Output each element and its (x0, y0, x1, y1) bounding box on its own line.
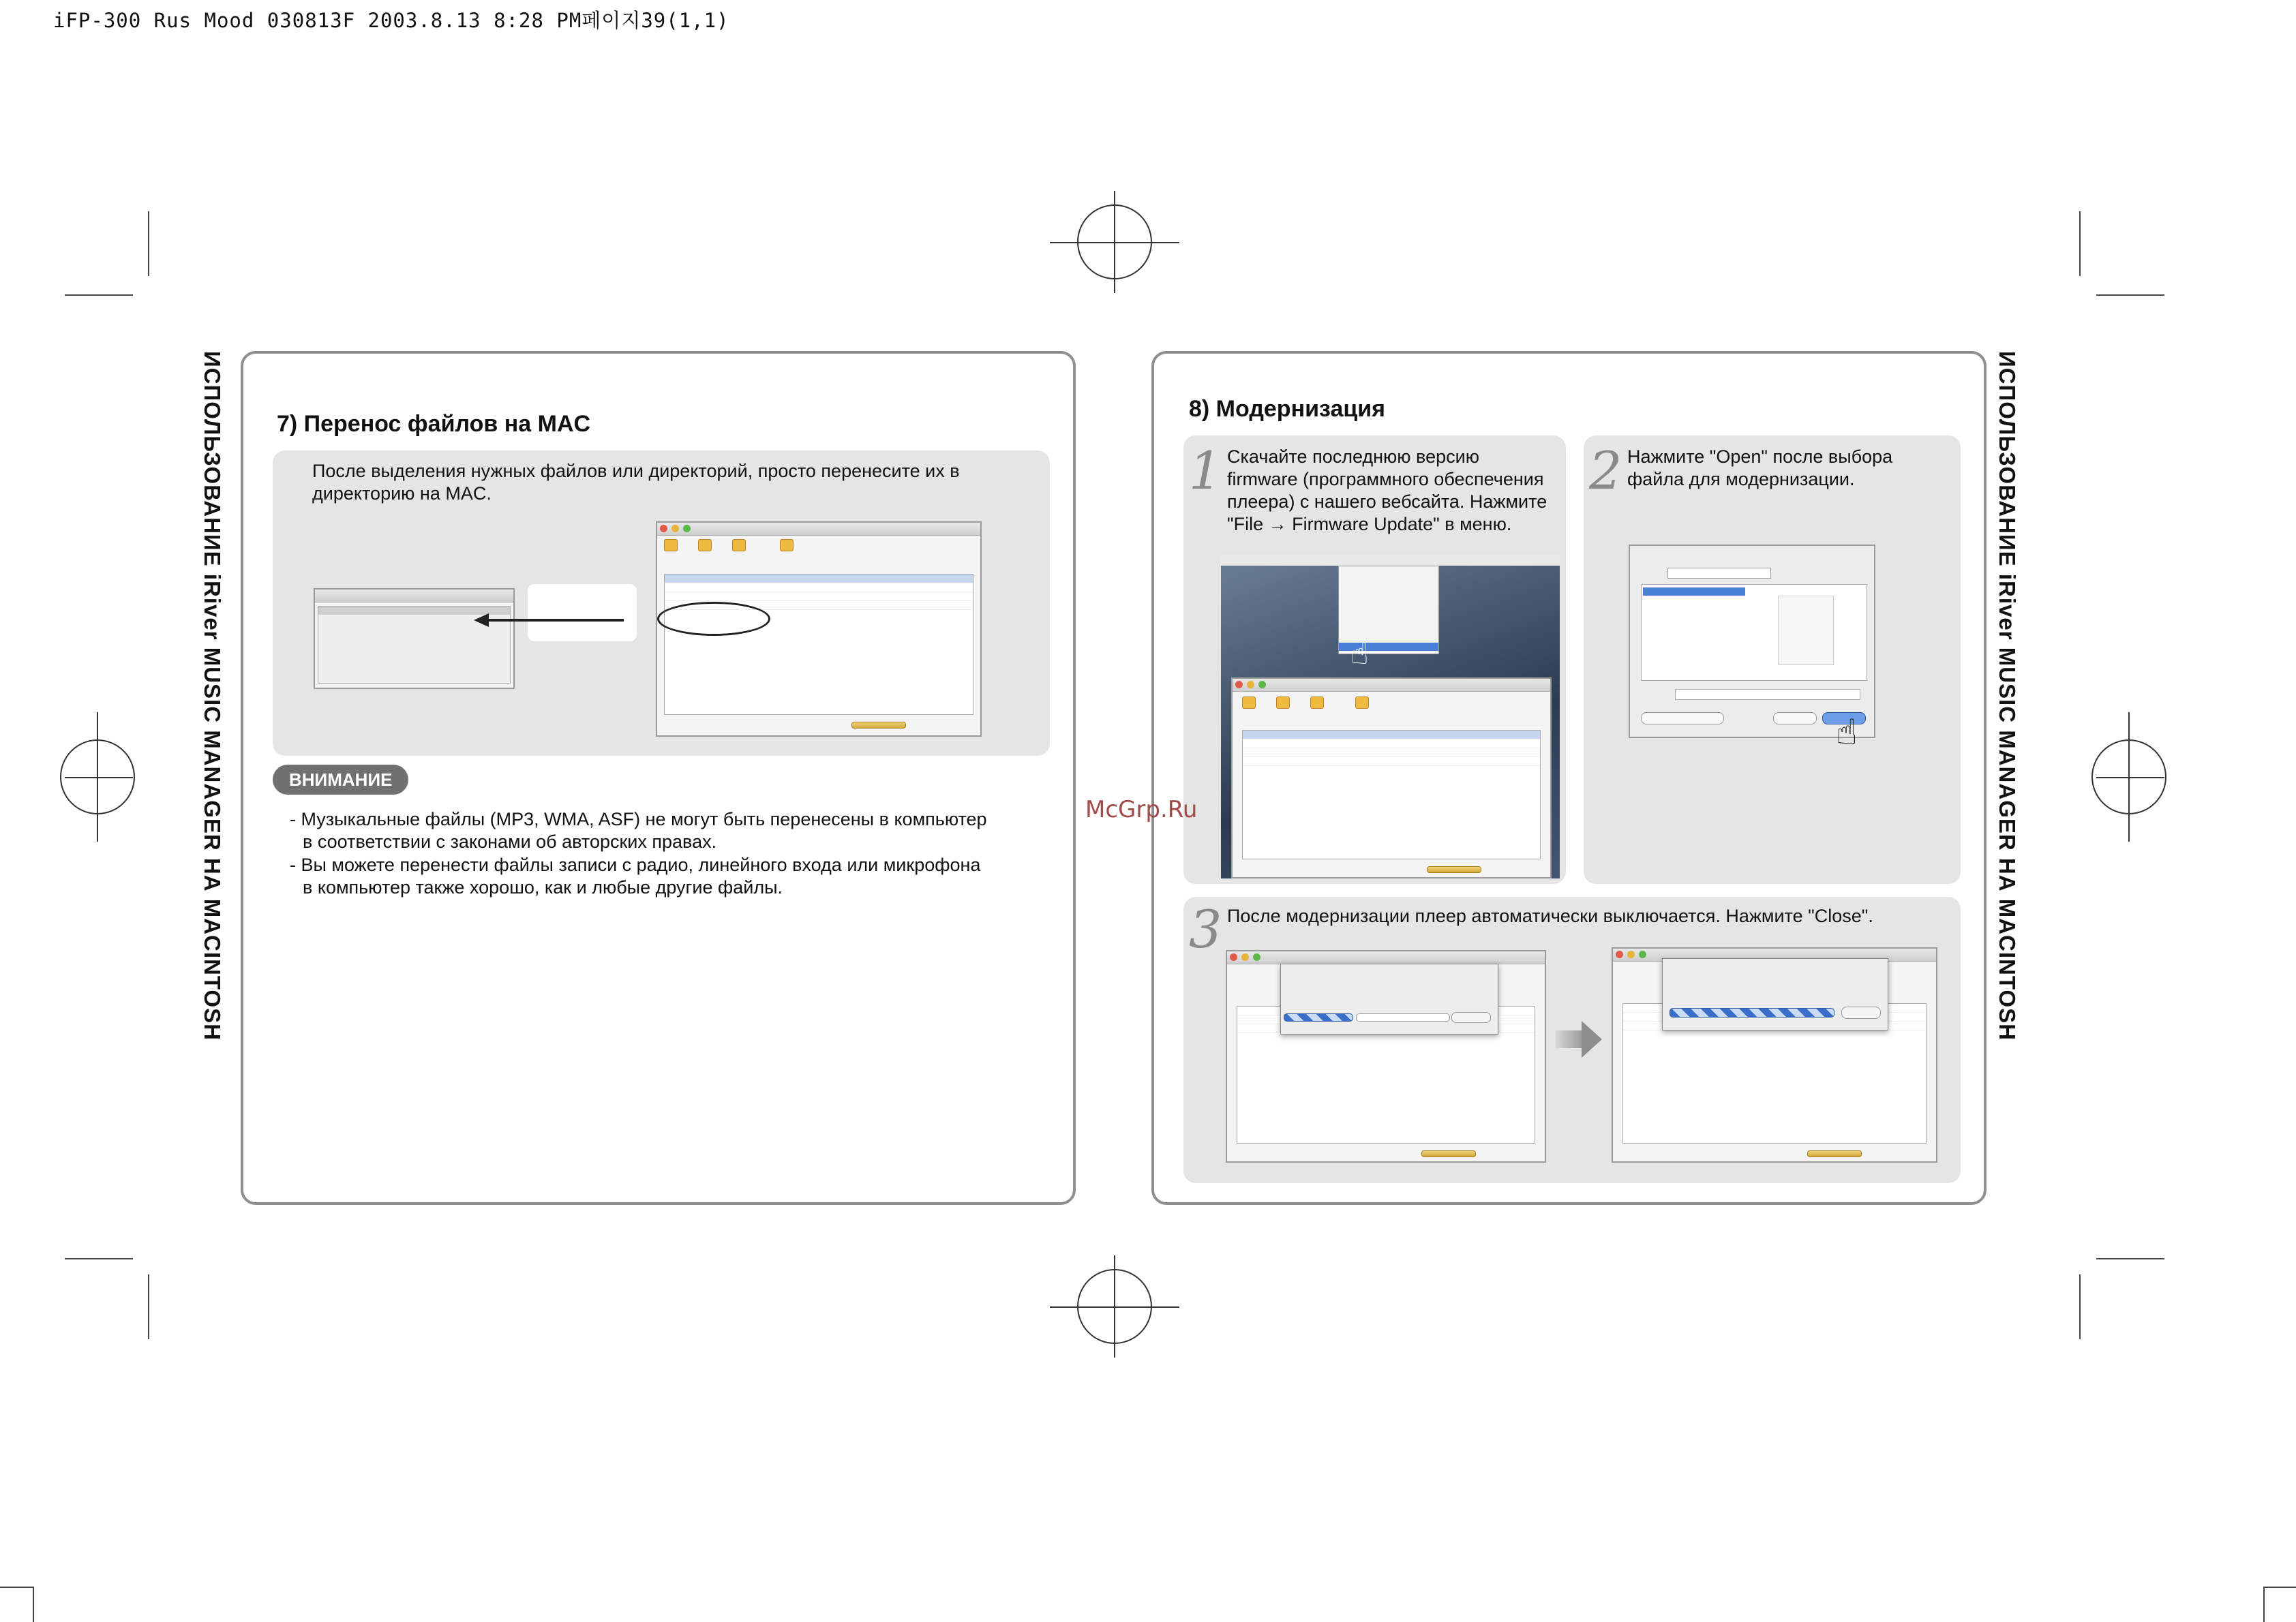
crop-mark (148, 211, 149, 276)
format-icon[interactable] (1355, 697, 1369, 709)
mac-menu-bar (1221, 555, 1560, 566)
drag-callout (528, 584, 637, 641)
firmware-menu-screenshot (1221, 555, 1560, 878)
from-location-select[interactable] (1667, 568, 1771, 579)
crop-mark (33, 1587, 34, 1622)
crop-mark (2079, 211, 2081, 276)
go-to-field[interactable] (1675, 689, 1860, 700)
refresh-icon[interactable] (1242, 697, 1256, 709)
delete-icon[interactable] (732, 539, 746, 551)
step-1-number: 1 (1189, 440, 1222, 501)
updating-firmware-window (1612, 947, 1937, 1163)
drag-arrow-icon (487, 619, 624, 622)
section-7-title: 7) Перенос файлов на MAC (277, 411, 591, 437)
update-progress-dialog (1662, 958, 1888, 1030)
pointer-hand-icon: ☝ (1836, 713, 1858, 752)
capacity-bar (1807, 1150, 1862, 1157)
step-1-line-4: "File → Firmware Update" в меню. (1227, 514, 1512, 534)
note-1-line-2: в соответствии с законами об авторских правах. (303, 831, 717, 852)
step-3-line-1: После модернизации плеер автоматически выключается. Нажмите "Close". (1227, 906, 1873, 926)
watermark: McGrp.Ru (1085, 796, 1198, 823)
crop-mark (2079, 1274, 2081, 1339)
note-2-line-2: в компьютер также хорошо, как и любые другие файлы. (303, 877, 783, 898)
print-info: iFP-300 Rus Mood 030813F 2003.8.13 8:28 PM페이지39(1,1) (53, 9, 729, 32)
music-manager-window-step1 (1231, 677, 1552, 878)
pointer-hand-icon: ☝ (1350, 637, 1369, 671)
side-label-right: ИСПОЛЬЗОВАНИЕ iRiver MUSIC MANAGER НА MACINTOSH (1995, 351, 2020, 1041)
selected-firmware-file[interactable] (1643, 587, 1745, 596)
step-1-line-3: плеера) с нашего вебсайта. Нажмите (1227, 491, 1547, 512)
crop-mark (65, 1258, 133, 1259)
music-manager-file-list[interactable] (664, 574, 973, 715)
transfer-progress-dialog (1280, 964, 1498, 1035)
player-file-window (314, 588, 515, 689)
crop-mark (2096, 1258, 2164, 1259)
new-folder-icon[interactable] (698, 539, 712, 551)
step-3-number: 3 (1189, 899, 1222, 960)
file-browser-list[interactable] (1641, 584, 1867, 681)
capacity-bar (1421, 1150, 1476, 1157)
step-2-line-1: Нажмите "Open" после выбора (1627, 446, 1893, 467)
instruction-line-1: После выделения нужных файлов или директорий, просто перенесите их в (312, 461, 960, 481)
crop-mark (2263, 1587, 2265, 1622)
step-2-line-2: файла для модернизации. (1627, 469, 1855, 489)
note-1-line-1: - Музыкальные файлы (MP3, WMA, ASF) не могут быть перенесены в компьютер (290, 809, 987, 829)
section-8-panel (1151, 351, 1987, 1205)
add-to-favorites-button[interactable] (1641, 712, 1724, 724)
open-firmware-dialog (1629, 545, 1875, 738)
close-button[interactable] (1841, 1007, 1881, 1019)
file-preview-icon (1778, 596, 1834, 665)
section-8-title: 8) Модернизация (1189, 396, 1386, 422)
section-7-panel (241, 351, 1076, 1205)
arrow-head-icon (474, 613, 489, 627)
step-1-line-2: firmware (программного обеспечения (1227, 469, 1544, 489)
instruction-line-2: директорию на MAC. (312, 483, 492, 504)
crop-mark (148, 1274, 149, 1339)
note-2-line-1: - Вы можете перенести файлы записи с радио, линейного входа или микрофона (290, 855, 981, 875)
next-arrow-icon (1556, 1030, 1583, 1048)
selection-ellipse (657, 602, 770, 636)
crop-mark (2096, 294, 2164, 296)
transfer-progress-bar (1284, 1013, 1353, 1022)
capacity-bar (851, 722, 906, 729)
step-1-line-1: Скачайте последнюю версию (1227, 446, 1479, 467)
step-2-number: 2 (1589, 440, 1622, 501)
update-progress-bar (1670, 1008, 1834, 1017)
transfer-illustration-box (273, 450, 1050, 756)
music-manager-file-list[interactable] (1242, 730, 1541, 859)
new-folder-icon[interactable] (1276, 697, 1290, 709)
step-2-box (1584, 435, 1961, 884)
warning-badge: ВНИМАНИЕ (273, 765, 408, 795)
close-button-disabled[interactable] (1451, 1012, 1491, 1023)
step-3-box (1183, 897, 1961, 1183)
crop-mark (65, 294, 133, 296)
cancel-button[interactable] (1773, 712, 1817, 724)
transferring-firmware-window (1226, 950, 1546, 1163)
next-arrow-head-icon (1582, 1021, 1602, 1058)
delete-icon[interactable] (1310, 697, 1324, 709)
crop-mark (2263, 1587, 2296, 1588)
capacity-bar (1427, 866, 1481, 873)
format-icon[interactable] (780, 539, 794, 551)
side-label-left: ИСПОЛЬЗОВАНИЕ iRiver MUSIC MANAGER НА MACINTOSH (200, 351, 225, 1041)
step-1-box (1183, 435, 1566, 884)
refresh-icon[interactable] (664, 539, 678, 551)
crop-mark (0, 1587, 33, 1588)
